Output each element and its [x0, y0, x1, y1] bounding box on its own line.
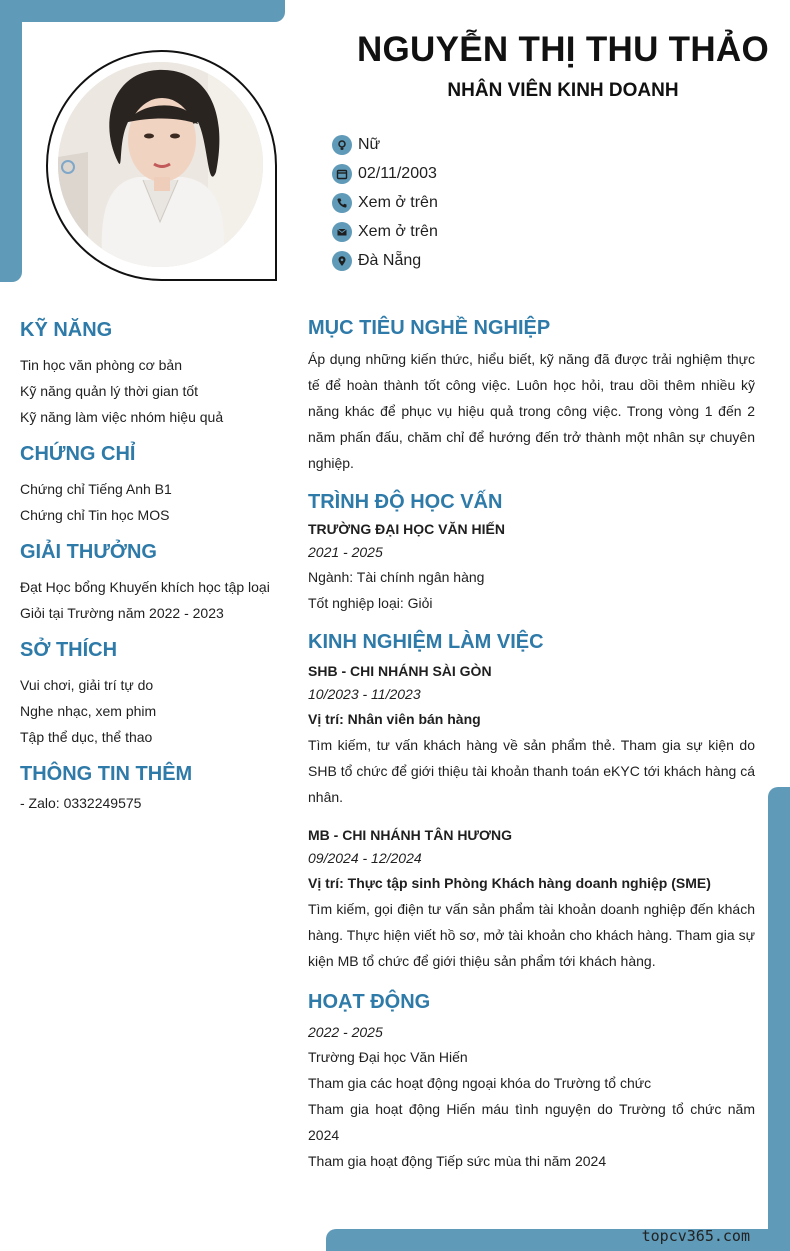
phone-icon	[332, 193, 352, 213]
gender-icon	[332, 135, 352, 155]
email-icon	[332, 222, 352, 242]
job-position: Vị trí: Nhân viên bán hàng	[308, 711, 481, 727]
list-item: Chứng chỉ Tin học MOS	[20, 507, 170, 523]
top-accent-bar	[0, 0, 285, 22]
list-item: Tham gia các hoạt động ngoại khóa do Trường tổ chức	[308, 1075, 652, 1091]
job-entry	[308, 824, 755, 974]
objective-heading: MỤC TIÊU NGHỀ NGHIỆP	[308, 317, 551, 339]
job-description: Tìm kiếm, tư vấn khách hàng về sản phẩm thẻ. Tham gia sự kiện do SHB tổ chức để giới thiệu tài khoản thanh toán eKYC tới khách hàng cá nhân.	[308, 737, 755, 805]
hobbies-section	[20, 636, 285, 750]
list-item: Tham gia hoạt động Hiến máu tình nguyện do Trường tổ chức năm 2024	[308, 1101, 755, 1143]
left-column	[20, 316, 285, 826]
info-email	[332, 217, 438, 246]
info-gender	[332, 130, 438, 159]
company-name: SHB - CHI NHÁNH SÀI GÒN	[308, 663, 492, 679]
education-heading: TRÌNH ĐỘ HỌC VẤN	[308, 491, 503, 513]
list-item: Tham gia hoạt động Tiếp sức mùa thi năm 2024	[308, 1153, 607, 1169]
job-title: NHÂN VIÊN KINH DOANH	[447, 80, 679, 101]
personal-info	[332, 130, 438, 275]
hobbies-heading: SỞ THÍCH	[20, 639, 118, 661]
objective-section	[308, 314, 755, 476]
info-gender-text: Nữ	[358, 135, 381, 153]
list-item: Nghe nhạc, xem phim	[20, 703, 157, 719]
list-item: Kỹ năng làm việc nhóm hiệu quả	[20, 409, 224, 425]
list-item: Vui chơi, giải trí tự do	[20, 677, 154, 693]
objective-text: Áp dụng những kiến thức, hiểu biết, kỹ năng đã được trải nghiệm thực tế để hoàn thành tốt công việc. Luôn học hỏi, trau dồi thêm nhiều kỹ năng khác để phục vụ hiệu quả trong công việc. Trong vòng 1 đến 2 năm phấn đấu, chăm chỉ để hướng đến trở thành một nhân sự chuyên nghiệp.	[308, 351, 755, 471]
location-icon	[332, 251, 352, 271]
calendar-icon	[332, 164, 352, 184]
job-period: 10/2023 - 11/2023	[308, 686, 421, 702]
awards-heading: GIẢI THƯỞNG	[20, 541, 157, 563]
education-period: 2021 - 2025	[308, 544, 383, 560]
info-birthday-text: 02/11/2003	[358, 164, 437, 182]
list-item: Trường Đại học Văn Hiến	[308, 1049, 468, 1065]
list-item: Kỹ năng quản lý thời gian tốt	[20, 383, 199, 399]
candidate-name: NGUYỄN THỊ THU THẢO	[356, 30, 770, 69]
job-position: Vị trí: Thực tập sinh Phòng Khách hàng doanh nghiệp (SME)	[308, 875, 711, 891]
certificates-section	[20, 440, 285, 528]
education-grade: Tốt nghiệp loại: Giỏi	[308, 595, 433, 611]
info-location-text: Đà Nẵng	[358, 251, 422, 269]
profile-photo	[58, 62, 263, 267]
left-accent-bar	[0, 0, 22, 282]
info-phone	[332, 188, 438, 217]
experience-heading: KINH NGHIỆM LÀM VIỆC	[308, 631, 544, 653]
activities-heading: HOẠT ĐỘNG	[308, 991, 431, 1013]
list-item: Đạt Học bổng Khuyến khích học tập loại Giỏi tại Trường năm 2022 - 2023	[20, 579, 270, 621]
info-birthday	[332, 159, 438, 188]
list-item: - Zalo: 0332249575	[20, 795, 142, 811]
list-item: Chứng chỉ Tiếng Anh B1	[20, 481, 172, 497]
extra-info-section	[20, 760, 285, 816]
job-period: 09/2024 - 12/2024	[308, 850, 422, 866]
list-item: Tập thể dục, thể thao	[20, 729, 153, 745]
awards-section	[20, 538, 285, 626]
job-description: Tìm kiếm, gọi điện tư vấn sản phẩm tài khoản doanh nghiệp đến khách hàng. Thực hiện viết hồ sơ, mở tài khoản cho khách hàng. Tham gia sự kiện MB tổ chức để giới thiệu sản phẩm tới khách hàng.	[308, 901, 755, 969]
info-email-text: Xem ở trên	[358, 222, 438, 240]
education-section	[308, 488, 755, 616]
skills-heading: KỸ NĂNG	[20, 319, 113, 341]
skills-section	[20, 316, 285, 430]
activities-section	[308, 988, 755, 1174]
right-column	[308, 314, 755, 1186]
extra-info-heading: THÔNG TIN THÊM	[20, 763, 193, 785]
company-name: MB - CHI NHÁNH TÂN HƯƠNG	[308, 827, 512, 843]
job-entry	[308, 660, 755, 810]
experience-section	[308, 628, 755, 974]
list-item: Tin học văn phòng cơ bản	[20, 357, 182, 373]
info-location	[332, 246, 438, 275]
certificates-heading: CHỨNG CHỈ	[20, 443, 136, 465]
activities-period: 2022 - 2025	[308, 1024, 383, 1040]
info-phone-text: Xem ở trên	[358, 193, 438, 211]
school-name: TRƯỜNG ĐẠI HỌC VĂN HIẾN	[308, 521, 506, 537]
watermark: topcv365.com	[641, 1227, 750, 1245]
right-accent-bar	[768, 787, 790, 1251]
education-major: Ngành: Tài chính ngân hàng	[308, 569, 485, 585]
